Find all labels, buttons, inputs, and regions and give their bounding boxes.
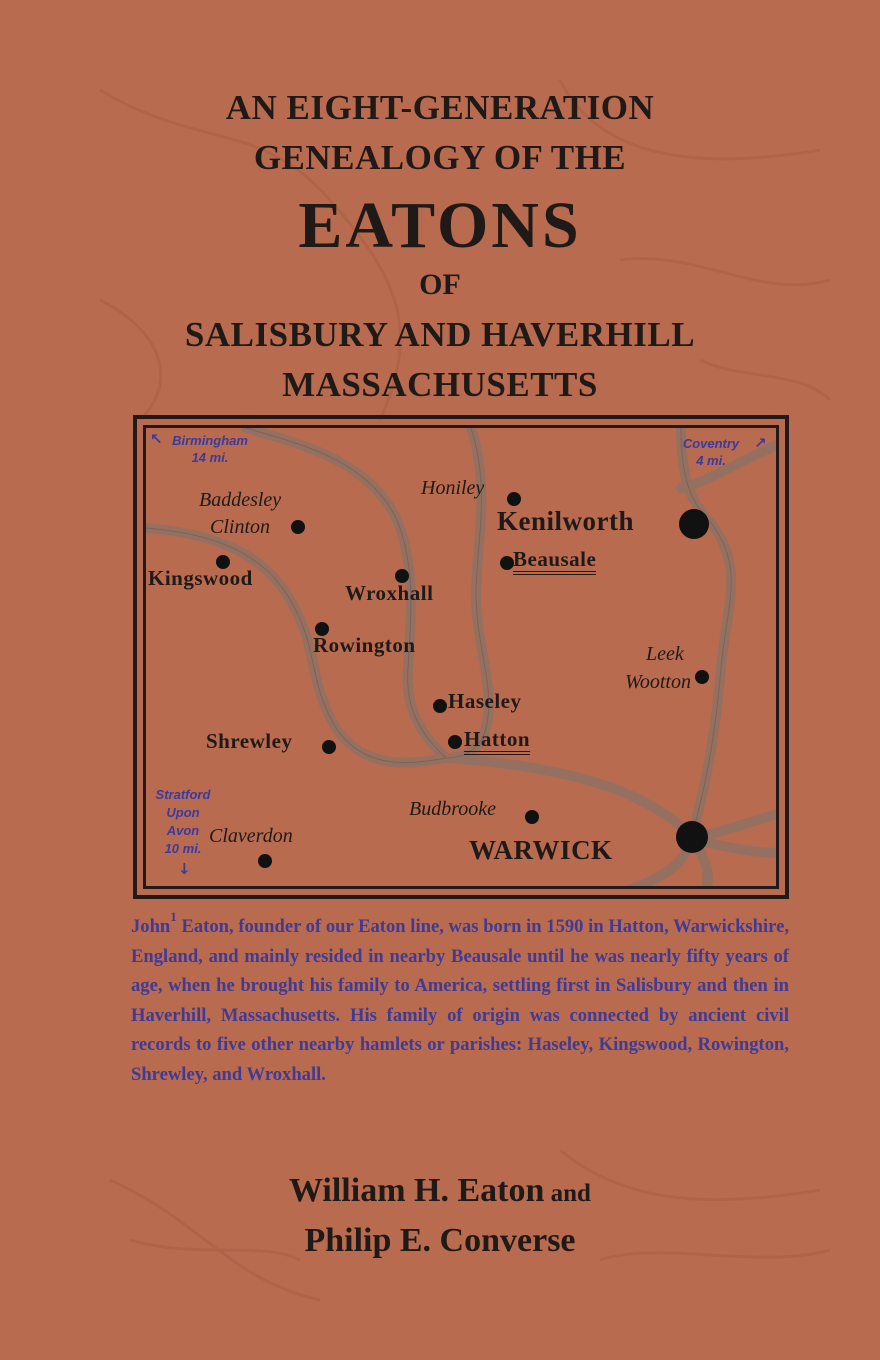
description-superscript: 1 (170, 908, 177, 924)
place-dot-claverdon (258, 854, 272, 868)
place-label-shrewley: Shrewley (206, 729, 293, 753)
author-2: Philip E. Converse (304, 1222, 576, 1259)
map-frame (133, 415, 789, 899)
place-dot-leek-wootton (695, 670, 709, 684)
direction-stratford-distance: 10 mi. (164, 841, 202, 856)
place-label-claverdon: Claverdon (209, 825, 293, 847)
title-main: EATONS (298, 189, 582, 262)
place-label-warwick: WARWICK (469, 835, 613, 865)
place-label-wootton: Wootton (625, 671, 691, 693)
place-dot-baddesley-clinton (291, 520, 305, 534)
place-label-baddesley: Baddesley (199, 489, 282, 511)
direction-coventry-distance: 4 mi. (696, 453, 726, 468)
place-label-honiley: Honiley (421, 477, 485, 499)
place-dot-haseley (433, 699, 447, 713)
direction-coventry-label: Coventry (682, 436, 740, 451)
direction-stratford-label-1: Stratford (155, 787, 211, 802)
place-label-wroxhall: Wroxhall (345, 581, 434, 605)
place-label-budbrooke: Budbrooke (409, 798, 497, 820)
place-label-hatton: Hatton (464, 728, 530, 755)
arrow-up-right-icon: ↗ (754, 434, 767, 452)
place-dot-warwick (676, 821, 708, 853)
place-label-beausale: Beausale (513, 548, 596, 575)
author-1: William H. Eaton (289, 1172, 545, 1209)
place-label-leek: Leek (646, 643, 684, 665)
direction-stratford (148, 786, 218, 858)
description-paragraph (131, 908, 789, 1090)
arrow-up-left-icon: ↖ (150, 430, 163, 448)
direction-stratford-label-3: Avon (166, 823, 200, 838)
place-label-kingswood: Kingswood (148, 566, 253, 590)
place-dot-kenilworth (679, 509, 709, 539)
map-inner (143, 425, 779, 889)
title-line-2: GENEALOGY OF THE (253, 138, 627, 177)
place-dot-budbrooke (525, 810, 539, 824)
place-label-haseley: Haseley (448, 689, 522, 713)
direction-birmingham (170, 432, 250, 466)
place-dot-hatton (448, 735, 462, 749)
author-conjunction: and (544, 1180, 591, 1207)
description-text: Eaton, founder of our Eaton line, was born in 1590 in Hatton, Warwickshire, England, and mainly resided in nearby Beausale until he was nearly fifty years of age, when he brought his family to America, settling first in Salisbury and then in Haverhill, Massachusetts. His family of origin was connected by ancient civil records to five other nearby hamlets or parishes: Haseley, Kingswood, Rowington, Shrewley, and Wroxhall. (131, 916, 789, 1085)
place-label-kenilworth: Kenilworth (497, 506, 634, 536)
direction-birmingham-label: Birmingham (172, 433, 248, 448)
arrow-down-icon: ↓ (178, 860, 191, 878)
title-place-line-1: SALISBURY AND HAVERHILL (184, 315, 696, 354)
direction-stratford-label-2: Upon (166, 805, 200, 820)
place-label-clinton: Clinton (210, 516, 271, 538)
place-dot-honiley (507, 492, 521, 506)
place-dot-shrewley (322, 740, 336, 754)
description-name: John (131, 916, 171, 937)
direction-coventry (670, 435, 752, 469)
place-label-rowington: Rowington (313, 633, 416, 657)
title-place-line-2: MASSACHUSETTS (282, 365, 598, 404)
author-line-1 (0, 1172, 880, 1210)
place-dot-beausale (500, 556, 514, 570)
title-line-1: AN EIGHT-GENERATION (225, 88, 655, 127)
title-of: OF (419, 268, 461, 301)
direction-birmingham-distance: 14 mi. (191, 450, 229, 465)
